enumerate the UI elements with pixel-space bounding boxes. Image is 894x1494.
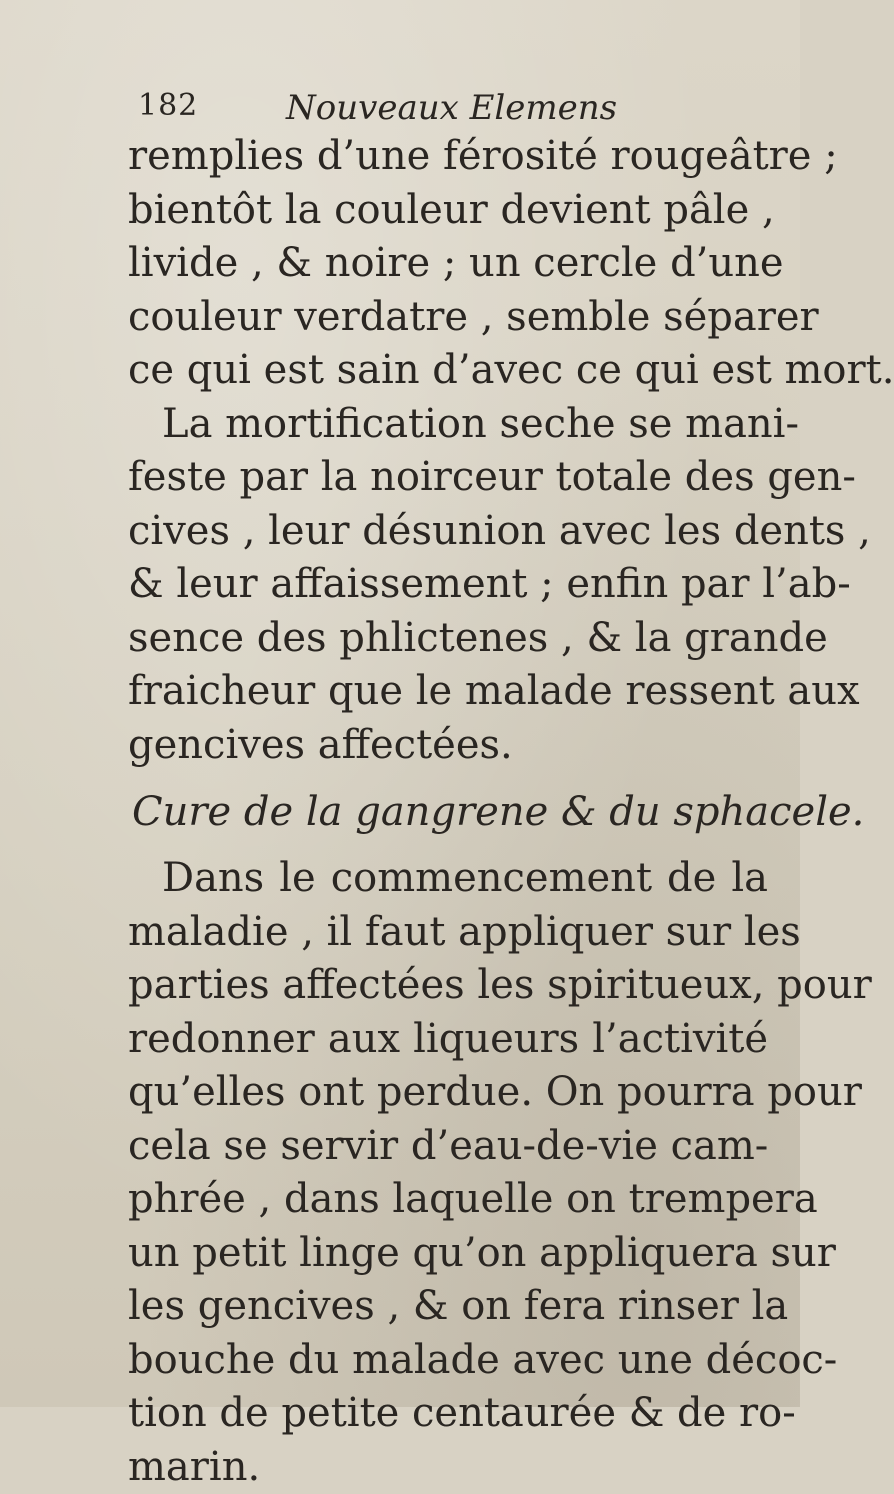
page-number: 182 — [138, 88, 198, 123]
text-line: maladie , il faut appliquer sur les — [128, 906, 768, 960]
text-line: couleur verdatre , semble séparer — [128, 291, 768, 345]
text-line: remplies d’une férosité rougeâtre ; — [128, 130, 768, 184]
text-line: livide , & noire ; un cercle d’une — [128, 237, 768, 291]
text-line: ce qui est sain d’avec ce qui est mort. — [128, 344, 768, 398]
text-line: bientôt la couleur devient pâle , — [128, 184, 768, 238]
text-line: tion de petite centaurée & de ro- — [128, 1387, 768, 1441]
text-line: gencives affectées. — [128, 719, 768, 773]
text-line: marin. — [128, 1441, 768, 1494]
text-line: fraicheur que le malade ressent aux — [128, 665, 768, 719]
text-line: redonner aux liqueurs l’activité — [128, 1013, 768, 1067]
text-line: cela se servir d’eau-de-vie cam- — [128, 1120, 768, 1174]
text-line: sence des phlictenes , & la grande — [128, 612, 768, 666]
text-line: les gencives , & on fera rinser la — [128, 1280, 768, 1334]
text-line: & leur affaissement ; enfin par l’ab- — [128, 558, 768, 612]
body-text — [128, 130, 768, 1494]
text-line: Dans le commencement de la — [128, 852, 768, 906]
text-line: parties affectées les spiritueux, pour — [128, 959, 768, 1013]
running-title: Nouveaux Elemens — [286, 88, 617, 128]
text-line: La mortification seche se mani- — [128, 398, 768, 452]
text-line: un petit linge qu’on appliquera sur — [128, 1227, 768, 1281]
text-line: feste par la noirceur totale des gen- — [128, 451, 768, 505]
text-line: bouche du malade avec une décoc- — [128, 1334, 768, 1388]
text-line: phrée , dans laquelle on trempera — [128, 1173, 768, 1227]
section-title: Cure de la gangrene & du sphacele. — [128, 772, 768, 852]
text-line: qu’elles ont perdue. On pourra pour — [128, 1066, 768, 1120]
page-header — [138, 88, 758, 128]
text-line: cives , leur désunion avec les dents , — [128, 505, 768, 559]
